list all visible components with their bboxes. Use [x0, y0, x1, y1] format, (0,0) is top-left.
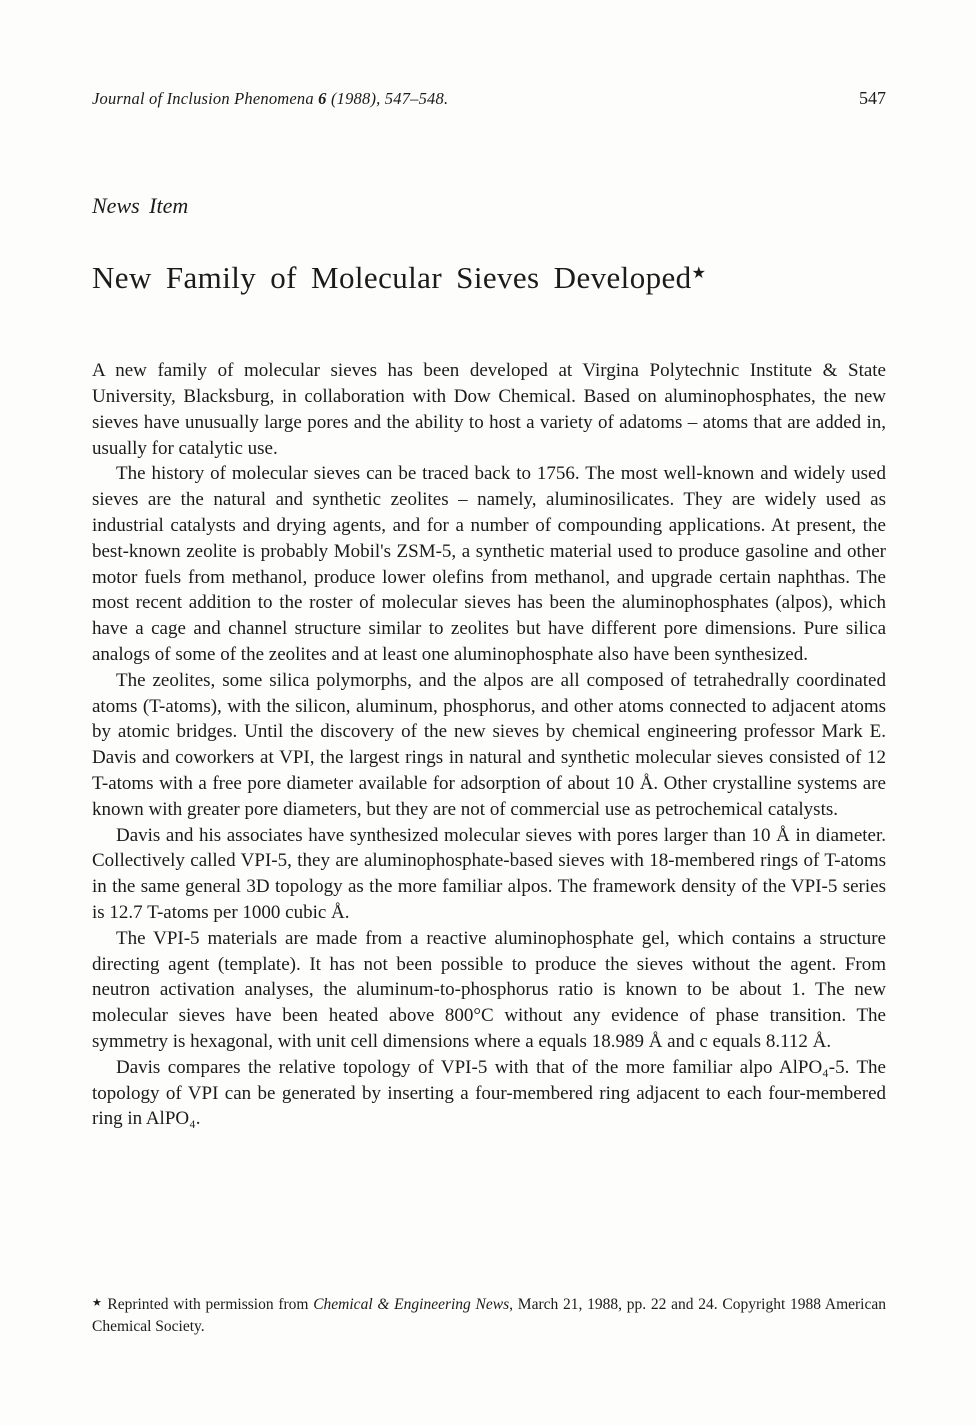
- article-body: [92, 358, 886, 1132]
- footnote-source: Chemical & Engineering News: [313, 1296, 510, 1313]
- article-title-text: New Family of Molecular Sieves Developed: [92, 260, 692, 295]
- paragraph: A new family of molecular sieves has been developed at Virgina Polytechnic Institute & State University, Blacksburg, in collaboration with Dow Chemical. Based on aluminophosphates, the new sieves have unusually large pores and the ability to host a variety of adatoms – atoms that are added in, usually for catalytic use.: [92, 360, 886, 459]
- journal-reference: [92, 89, 448, 109]
- paragraph: The history of molecular sieves can be traced back to 1756. The most well-known and widely used sieves are the natural and synthetic zeolites – namely, aluminosilicates. They are widely used as industrial catalysts and drying agents, and for a number of compounding applications. At present, the best-known zeolite is probably Mobil's ZSM-5, a synthetic material used to produce gasoline and other motor fuels from methanol, produce lower olefins from methanol, and upgrade certain naphthas. The most recent addition to the roster of molecular sieves has been the aluminophosphates (alpos), which have a cage and channel structure similar to zeolites but have different pore dimensions. Pure silica analogs of some of the zeolites and at least one aluminophosphate also have been synthesized.: [92, 463, 886, 665]
- footnote-text-pre: Reprinted with permission from: [102, 1296, 314, 1313]
- journal-name: Journal of Inclusion Phenomena: [92, 89, 314, 108]
- title-footnote-mark: ★: [691, 265, 707, 282]
- journal-issue-info: (1988), 547–548.: [326, 89, 449, 108]
- paragraph: Davis and his associates have synthesized molecular sieves with pores larger than 10 Å in diameter. Collectively called VPI-5, they are aluminophosphate-based sieves with 18-membered rings of T-atoms in the same general 3D topology as the more familiar alpos. The framework density of the VPI-5 series is 12.7 T-atoms per 1000 cubic Å.: [92, 824, 886, 923]
- paragraph: The VPI-5 materials are made from a reactive aluminophosphate gel, which contains a structure directing agent (template). It has not been possible to produce the sieves without the agent. From neutron activation analyses, the aluminum-to-phosphorus ratio is known to be about 1. The new molecular sieves have been heated above 800°C without any evidence of phase transition. The symmetry is hexagonal, with unit cell dimensions where a equals 18.989 Å and c equals 8.112 Å.: [92, 927, 886, 1052]
- paragraph: The zeolites, some silica polymorphs, and the alpos are all composed of tetrahedrally coordinated atoms (T-atoms), with the silicon, aluminum, phosphorus, and other atoms connected to adjacent atoms by atomic bridges. Until the discovery of the new sieves by chemical engineering professor Mark E. Davis and coworkers at VPI, the largest rings in natural and synthetic molecular sieves consisted of 12 T-atoms with a free pore diameter available for adsorption of about 10 Å. Other crystalline systems are known with greater pore diameters, but they are not of commercial use as petrochemical catalysts.: [92, 669, 886, 820]
- running-head: [92, 88, 886, 109]
- footnote-mark: ★: [92, 1297, 103, 1309]
- page-number: 547: [859, 88, 886, 108]
- article-title: [92, 259, 886, 296]
- journal-volume: 6: [318, 89, 327, 108]
- footnote: [92, 1292, 886, 1338]
- paragraph: Davis compares the relative topology of VPI-5 with that of the more familiar alpo AlPO₄-5. The topology of VPI can be generated by inserting a four-membered ring adjacent to each four-membered ring in AlPO₄.: [92, 1056, 886, 1130]
- footnote-text-post: , March 21, 1988, pp. 22 and 24. Copyright 1988 American Chemical Society.: [92, 1296, 887, 1335]
- section-label: News Item: [92, 193, 189, 218]
